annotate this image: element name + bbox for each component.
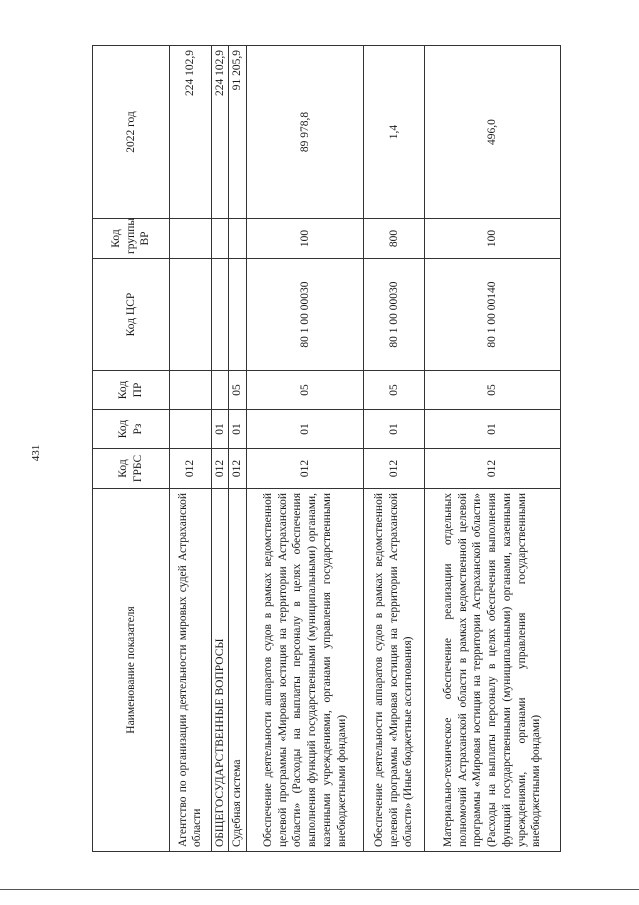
row-amount: 89 978,8 <box>247 46 364 219</box>
row-grbs: 012 <box>229 449 247 489</box>
header-year: 2022 год <box>93 46 170 219</box>
row-amount: 224 102,9 <box>211 46 229 219</box>
row-pr: 05 <box>247 371 364 410</box>
row-rz: 01 <box>247 410 364 449</box>
row-vr: 800 <box>364 219 425 259</box>
row-name: Агентство по организации деятельности мировых судей Астраханской области <box>170 489 212 852</box>
row-name: Обеспечение деятельности аппаратов судов в рамках ведомственной целевой программы «Мировая юстиция на территории Астраханской области» (Расходы на выплаты персоналу в целях обеспечения выполнения функций государственными (муниципальными) органами, казенными учреждениями, органами управления государственными внебюджетными фондами) <box>247 489 364 852</box>
row-amount: 496,0 <box>424 46 560 219</box>
row-vr: 100 <box>424 219 560 259</box>
row-grbs: 012 <box>247 449 364 489</box>
row-grbs: 012 <box>211 449 229 489</box>
header-grbs: Код ГРБС <box>93 449 170 489</box>
row-csr <box>211 259 229 371</box>
row-rz: 01 <box>229 410 247 449</box>
header-name: Наименование показателя <box>93 489 170 852</box>
row-csr: 80 1 00 00030 <box>247 259 364 371</box>
row-name: Судебная система <box>229 489 247 852</box>
row-vr <box>229 219 247 259</box>
row-pr: 05 <box>364 371 425 410</box>
row-grbs: 012 <box>170 449 212 489</box>
row-amount: 1,4 <box>364 46 425 219</box>
row-rz: 01 <box>424 410 560 449</box>
row-vr: 100 <box>247 219 364 259</box>
row-pr <box>170 371 212 410</box>
row-csr: 80 1 00 00030 <box>364 259 425 371</box>
table-row <box>229 46 247 852</box>
row-csr <box>170 259 212 371</box>
table-row <box>364 46 425 852</box>
table-row <box>247 46 364 852</box>
row-rz <box>170 410 212 449</box>
row-name: ОБЩЕГОСУДАРСТВЕННЫЕ ВОПРОСЫ <box>211 489 229 852</box>
table-row <box>424 46 560 852</box>
header-csr: Код ЦСР <box>93 259 170 371</box>
row-rz: 01 <box>211 410 229 449</box>
row-pr: 05 <box>229 371 247 410</box>
row-name: Материально-техническое обеспечение реализации отдельных полномочий Астраханской области в рамках ведомственной целевой программы «Мировая юстиция на территории Астраханской области» (Расходы на выплаты персоналу в целях обеспечения выполнения функций государственными (муниципальными) органами, казенными учреждениями, органами управления государственными внебюджетными фондами) <box>424 489 560 852</box>
row-vr <box>170 219 212 259</box>
row-csr <box>229 259 247 371</box>
budget-table <box>92 45 561 852</box>
row-amount: 224 102,9 <box>170 46 212 219</box>
row-amount: 91 205,9 <box>229 46 247 219</box>
row-grbs: 012 <box>424 449 560 489</box>
row-pr: 05 <box>424 371 560 410</box>
bottom-divider <box>0 889 639 890</box>
header-rz: Код Рз <box>93 410 170 449</box>
row-rz: 01 <box>364 410 425 449</box>
rotated-table-container <box>92 46 561 852</box>
header-vr: Код группы ВР <box>93 219 170 259</box>
header-pr: Код ПР <box>93 371 170 410</box>
row-csr: 80 1 00 00140 <box>424 259 560 371</box>
table-row <box>211 46 229 852</box>
row-vr <box>211 219 229 259</box>
page-number: 431 <box>30 444 42 462</box>
table-header-row <box>93 46 170 852</box>
row-pr <box>211 371 229 410</box>
row-name: Обеспечение деятельности аппаратов судов в рамках ведомственной целевой программы «Мировая юстиция на территории Астраханской области» (Иные бюджетные ассигнования) <box>364 489 425 852</box>
row-grbs: 012 <box>364 449 425 489</box>
table-row <box>170 46 212 852</box>
